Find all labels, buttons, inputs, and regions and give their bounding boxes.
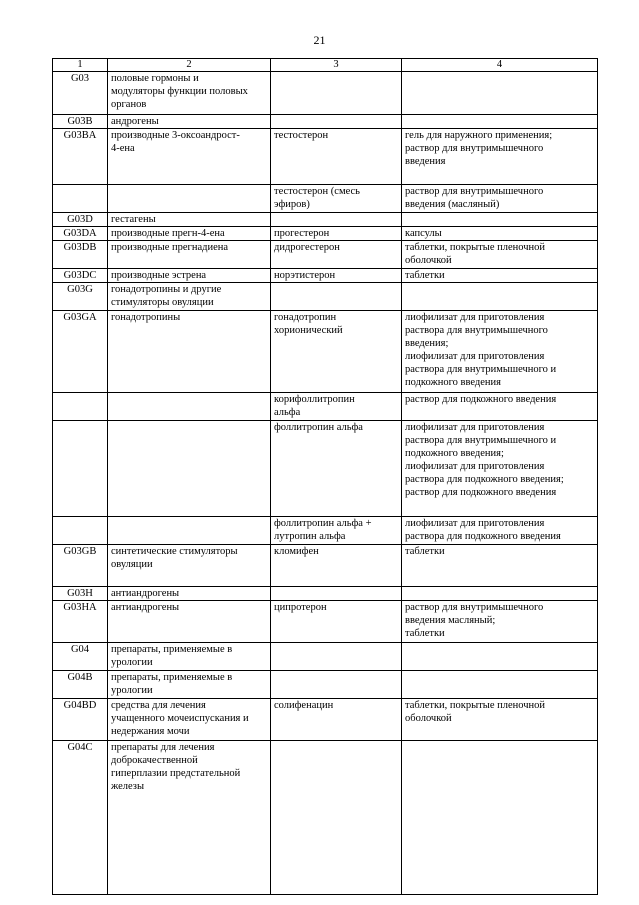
group-name-cell: гонадотропины [108, 311, 271, 393]
table-row [53, 545, 598, 587]
drug-name-cell: ципротерон [271, 601, 402, 643]
group-name-cell: препараты, применяемые в урологии [108, 643, 271, 671]
atc-code-cell: G04C [53, 741, 108, 895]
group-name-cell [108, 393, 271, 421]
group-name-cell: производные 3-оксоандрост- 4-ена [108, 129, 271, 185]
table-row [53, 227, 598, 241]
drug-name-cell: тестостерон [271, 129, 402, 185]
table-row [53, 269, 598, 283]
dosage-form-cell: раствор для внутримышечного введения (масляный) [402, 185, 598, 213]
atc-code-cell: G03 [53, 72, 108, 115]
header-col-2: 2 [108, 59, 271, 72]
atc-code-cell: G03GB [53, 545, 108, 587]
table-row [53, 311, 598, 393]
group-name-cell: средства для лечения учащенного мочеиспускания и недержания мочи [108, 699, 271, 741]
atc-code-cell: G04BD [53, 699, 108, 741]
group-name-cell: гонадотропины и другие стимуляторы овуляции [108, 283, 271, 311]
group-name-cell: половые гормоны и модуляторы функции половых органов [108, 72, 271, 115]
atc-code-cell: G03HA [53, 601, 108, 643]
drug-classification-table [52, 58, 598, 895]
drug-name-cell [271, 213, 402, 227]
dosage-form-cell: таблетки, покрытые пленочной оболочкой [402, 241, 598, 269]
dosage-form-cell: лиофилизат для приготовления раствора для внутримышечного и подкожного введения; лиофилизат для приготовления раствора для подкожного введения; раствор для подкожного введения [402, 421, 598, 517]
drug-name-cell: дидрогестерон [271, 241, 402, 269]
table-row [53, 241, 598, 269]
group-name-cell: андрогены [108, 115, 271, 129]
table-row [53, 213, 598, 227]
table-row [53, 587, 598, 601]
atc-code-cell: G03DC [53, 269, 108, 283]
atc-code-cell [53, 393, 108, 421]
drug-name-cell [271, 283, 402, 311]
drug-name-cell: кломифен [271, 545, 402, 587]
group-name-cell: препараты для лечения доброкачественной гиперплазии предстательной железы [108, 741, 271, 895]
table-row [53, 185, 598, 213]
group-name-cell: антиандрогены [108, 601, 271, 643]
table-row [53, 393, 598, 421]
dosage-form-cell: капсулы [402, 227, 598, 241]
dosage-form-cell [402, 115, 598, 129]
group-name-cell: производные эстрена [108, 269, 271, 283]
table-header-row [53, 59, 598, 72]
group-name-cell [108, 517, 271, 545]
drug-name-cell: гонадотропин хорионический [271, 311, 402, 393]
dosage-form-cell: таблетки [402, 545, 598, 587]
group-name-cell [108, 185, 271, 213]
header-col-4: 4 [402, 59, 598, 72]
table-row [53, 671, 598, 699]
table-row [53, 129, 598, 185]
dosage-form-cell [402, 671, 598, 699]
atc-code-cell: G03BA [53, 129, 108, 185]
atc-code-cell: G03B [53, 115, 108, 129]
group-name-cell: препараты, применяемые в урологии [108, 671, 271, 699]
dosage-form-cell: раствор для внутримышечного введения масляный; таблетки [402, 601, 598, 643]
header-col-3: 3 [271, 59, 402, 72]
drug-name-cell: фоллитропин альфа + лутропин альфа [271, 517, 402, 545]
atc-code-cell [53, 185, 108, 213]
dosage-form-cell: таблетки [402, 269, 598, 283]
page-number: 21 [313, 33, 326, 47]
group-name-cell: производные прегнадиена [108, 241, 271, 269]
atc-code-cell: G03H [53, 587, 108, 601]
table-row [53, 643, 598, 671]
dosage-form-cell [402, 643, 598, 671]
dosage-form-cell: таблетки, покрытые пленочной оболочкой [402, 699, 598, 741]
drug-name-cell: фоллитропин альфа [271, 421, 402, 517]
dosage-form-cell: лиофилизат для приготовления раствора для подкожного введения [402, 517, 598, 545]
drug-name-cell: тестостерон (смесь эфиров) [271, 185, 402, 213]
atc-code-cell: G03G [53, 283, 108, 311]
table-row [53, 421, 598, 517]
drug-name-cell: солифенацин [271, 699, 402, 741]
dosage-form-cell [402, 72, 598, 115]
table-row [53, 601, 598, 643]
drug-name-cell [271, 671, 402, 699]
drug-name-cell: корифоллитропин альфа [271, 393, 402, 421]
group-name-cell: гестагены [108, 213, 271, 227]
dosage-form-cell [402, 587, 598, 601]
table-row [53, 283, 598, 311]
drug-name-cell [271, 72, 402, 115]
group-name-cell [108, 421, 271, 517]
dosage-form-cell [402, 741, 598, 895]
atc-code-cell: G04 [53, 643, 108, 671]
drug-name-cell [271, 741, 402, 895]
table-row [53, 115, 598, 129]
drug-name-cell [271, 643, 402, 671]
dosage-form-cell: гель для наружного применения; раствор для внутримышечного введения [402, 129, 598, 185]
drug-name-cell: прогестерон [271, 227, 402, 241]
dosage-form-cell [402, 283, 598, 311]
atc-code-cell: G03DB [53, 241, 108, 269]
header-col-1: 1 [53, 59, 108, 72]
group-name-cell: антиандрогены [108, 587, 271, 601]
table-row [53, 699, 598, 741]
atc-code-cell: G03GA [53, 311, 108, 393]
atc-code-cell [53, 421, 108, 517]
table-row [53, 517, 598, 545]
atc-code-cell: G04B [53, 671, 108, 699]
group-name-cell: производные прегн-4-ена [108, 227, 271, 241]
group-name-cell: синтетические стимуляторы овуляции [108, 545, 271, 587]
table-row [53, 72, 598, 115]
drug-name-cell [271, 115, 402, 129]
drug-name-cell: норэтистерон [271, 269, 402, 283]
dosage-form-cell: лиофилизат для приготовления раствора для внутримышечного введения; лиофилизат для приготовления раствора для внутримышечного и подкожного введения [402, 311, 598, 393]
dosage-form-cell: раствор для подкожного введения [402, 393, 598, 421]
atc-code-cell: G03D [53, 213, 108, 227]
drug-name-cell [271, 587, 402, 601]
dosage-form-cell [402, 213, 598, 227]
table-row [53, 741, 598, 895]
atc-code-cell: G03DA [53, 227, 108, 241]
atc-code-cell [53, 517, 108, 545]
